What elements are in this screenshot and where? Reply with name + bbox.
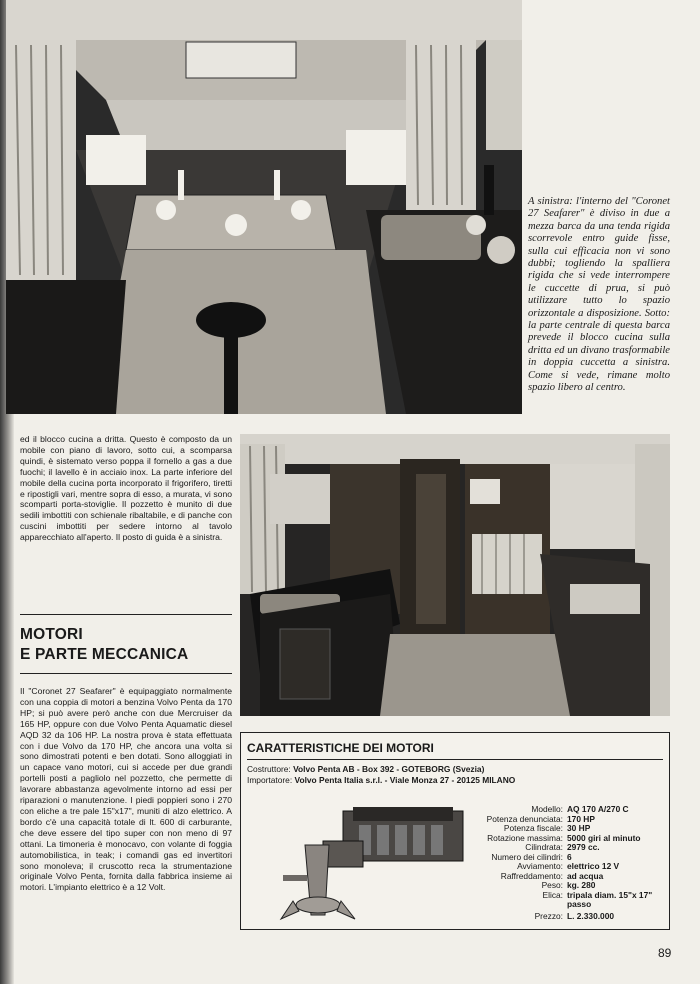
page-number: 89 xyxy=(658,946,672,960)
galley-paragraph: ed il blocco cucina a dritta. Questo è composto da un mobile con piano di lavoro, sotto cui, a scomparsa quindi, è sistemato verso poppa il fornello a gas a due fuochi; il lavello è in acciaio inox. La parte inferiore del mobile della cucina porta incorporato il frigorifero, tiretti e ripostigli vari, mentre sopra di esso, a murata, vi sono scomparti porta-stoviglie. Il pozzetto è munito di due sedili imbottiti con schienale ribaltabile, e di panche con cuscini imbottiti per sedere intorno al tavolo apparecchiato all'aperto. Il posto di guida è a sinistra. xyxy=(20,434,232,543)
photo-caption: A sinistra: l'interno del "Coronet 27 Seafarer" è diviso in due a mezza barca da una tenda rigida scorrevole entro guide fisse, sulla cui efficacia non vi sono dubbi; togliendo la spalliera rigida che si vede interrompere le cuccette di prua, si può utilizzare tutto lo spazio orizzontale a disposizione. Sotto: la parte centrale di questa barca prevede il blocco cucina sulla dritta ed un divano trasformabile in doppia cuccetta a sinistra. Come si vede, rimane molto spazio libero al centro. xyxy=(528,196,670,394)
importer-line xyxy=(247,775,515,785)
galley-saloon-photo xyxy=(240,434,670,716)
spec-box-rule xyxy=(247,759,663,760)
spec-row-displacement: Cilindrata: 2979 cc. xyxy=(525,842,600,852)
spec-box-title: CARATTERISTICHE DEI MOTORI xyxy=(247,741,434,755)
spec-row-cooling: Raffreddamento: ad acqua xyxy=(500,870,604,881)
builder-label: Costruttore: xyxy=(247,764,291,774)
spec-row-weight: Peso: kg. 280 xyxy=(541,880,596,890)
heading-rule-bottom xyxy=(20,673,232,674)
builder-value: Volvo Penta AB - Box 392 - GOTEBORG (Svezia) xyxy=(293,764,485,774)
engines-paragraph: Il "Coronet 27 Seafarer" è equipaggiato normalmente con una coppia di motori a benzina Volvo Penta da 170 HP; si può avere però anche con due Mercruiser da 165 HP, oppure con due Volvo Penta Aquamatic diesel AQD 32 da 106 HP. La nostra prova è stata effettuata con i due Volvo da 170 HP, che ancora una volta si sono dimostrati potenti e ben dotati. Sono alloggiati in un capace vano motori, cui si accede per due grandi portelli posti a pagliolo nel pozzetto, che permette di lavorare abbastanza agevolmente intorno ad essi per riparazioni o manutenzione. I piedi poppieri sono i 270 con eliche a tre pale 15"x17", muniti di alzo elettrico. A bordo c'è una capacità totale di lt. 600 di carburante, che deve essere del tipo super con non meno di 97 ottani. La timoneria è monocavo, con volante di foggia automobilistica, in teak; i comandi gas ed invertitori sono monoleva; il cruscotto reca la strumentazione originale Volvo Penta, fornita dalla fabbrica insieme ai motori. L'impianto elettrico è a 12 Volt. xyxy=(20,686,232,893)
section-heading xyxy=(20,614,232,674)
heading-line-1: MOTORI xyxy=(20,626,83,643)
spec-row-power: Potenza denunciata: 170 HP xyxy=(486,813,595,824)
builder-line xyxy=(247,764,484,774)
spec-row-propeller: Elica: tripala diam. 15"x 17" passo xyxy=(542,889,653,909)
spec-table xyxy=(473,805,669,921)
spec-row-max-rpm: Rotazione massima: 5000 giri al minuto xyxy=(487,832,641,843)
heading-rule-top xyxy=(20,614,232,615)
spec-row-price: Prezzo: L. 2.330.000 xyxy=(534,910,615,921)
heading-line-2: E PARTE MECCANICA xyxy=(20,646,189,663)
importer-label: Importatore: xyxy=(247,775,293,785)
importer-value: Volvo Penta Italia s.r.l. - Viale Monza 27 - 20125 MILANO xyxy=(294,775,516,785)
cabin-interior-photo xyxy=(6,0,522,414)
spec-row-cylinders: Numero dei cilindri: 6 xyxy=(491,851,572,862)
spec-row-starting: Avviamento: elettrico 12 V xyxy=(517,861,620,871)
spec-row-model: Modello: AQ 170 A/270 C xyxy=(531,804,629,814)
engine-spec-box xyxy=(240,732,670,930)
spec-row-fiscal-power: Potenza fiscale: 30 HP xyxy=(503,823,591,833)
outboard-engine-illustration xyxy=(253,805,471,927)
